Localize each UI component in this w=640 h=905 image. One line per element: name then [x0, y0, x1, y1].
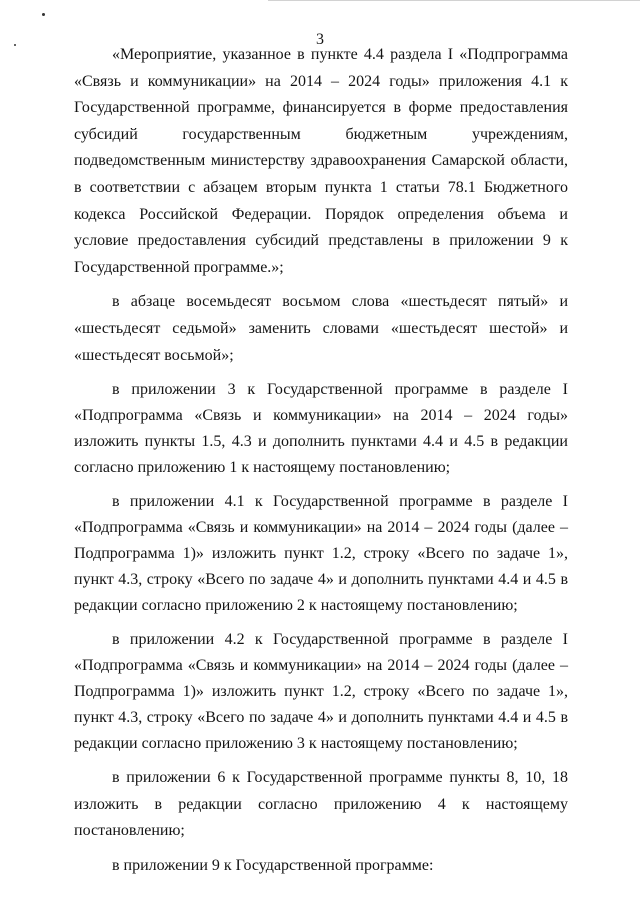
- scan-edge-line: [268, 0, 640, 1]
- paragraph-appendix-9-amendment: в приложении 9 к Государственной программе:: [112, 856, 434, 874]
- page-number: 3: [316, 31, 324, 48]
- document-body: [74, 42, 568, 888]
- scan-speck: [42, 13, 45, 16]
- paragraph-paragraph-88-amendment: в абзаце восемьдесят восьмом слова «шестьдесят пятый» и «шестьдесят седьмой» заменить словами «шестьдесят шестой» и «шестьдесят восьмой»;: [74, 293, 568, 364]
- paragraph-appendix-3-amendment: в приложении 3 к Государственной программе в разделе I «Подпрограмма «Связь и коммуникации» на 2014 – 2024 годы» изложить пункты 1.5, 4.3 и дополнить пунктами 4.4 и 4.5 в редакции согласно приложению 1 к настоящему постановлению;: [74, 381, 568, 477]
- paragraph-appendix-6-amendment: в приложении 6 к Государственной программе пункты 8, 10, 18 изложить в редакции согласно приложению 4 к настоящему постановлению;: [74, 769, 568, 840]
- paragraph-appendix-4-1-amendment: в приложении 4.1 к Государственной программе в разделе I «Подпрограмма «Связь и коммуникации» на 2014 – 2024 годы (далее – Подпрограмма 1)» изложить пункт 1.2, строку «Всего по задаче 1», пункт 4.3, строку «Всего по задаче 4» и дополнить пунктами 4.4 и 4.5 в редакции согласно приложению 2 к настоящему постановлению;: [74, 493, 568, 615]
- paragraph-subsidy-note: «Мероприятие, указанное в пункте 4.4 раздела I «Подпрограмма «Связь и коммуникации» на 2014 – 2024 годы» приложения 4.1 к Государственной программе, финансируется в форме предоставления субсидий государственным бюджетным учреждениям, подведомственным министерству здравоохранения Самарской области, в соответствии с абзацем вторым пункта 1 статьи 78.1 Бюджетного кодекса Российской Федерации. Порядок определения объема и условие предоставления субсидий представлены в приложении 9 к Государственной программе.»;: [74, 46, 568, 276]
- paragraph-appendix-4-2-amendment: в приложении 4.2 к Государственной программе в разделе I «Подпрограмма «Связь и коммуникации» на 2014 – 2024 годы (далее – Подпрограмма 1)» изложить пункт 1.2, строку «Всего по задаче 1», пункт 4.3, строку «Всего по задаче 4» и дополнить пунктами 4.4 и 4.5 в редакции согласно приложению 3 к настоящему постановлению;: [74, 631, 568, 753]
